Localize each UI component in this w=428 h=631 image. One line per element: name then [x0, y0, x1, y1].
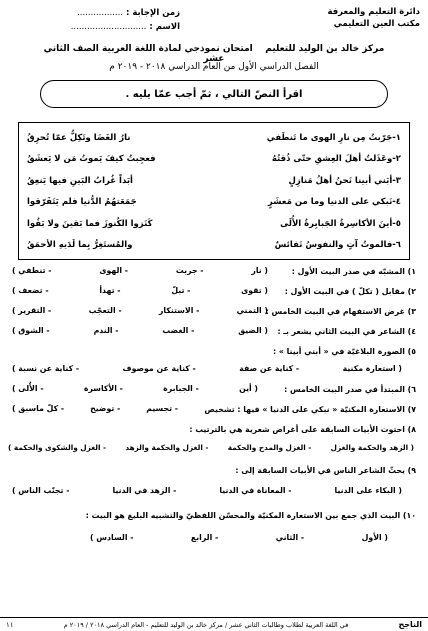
option[interactable]: - الزهد في الدنيا [112, 486, 177, 495]
option[interactable]: - الأُلى ) [12, 384, 44, 393]
poem-verse [27, 235, 401, 257]
option[interactable]: - تبلّ [171, 286, 191, 295]
option[interactable]: - تجسيم [146, 404, 178, 413]
option[interactable]: ( الزهد والحكمة والغزل [330, 443, 414, 452]
page-number: ١١ [6, 620, 14, 629]
question-8-options [8, 443, 414, 452]
question-4: ٤) الشاعر في البيت الثاني يشعر بـ : [277, 327, 416, 336]
exam-subject: امتحان نموذجي لمادة اللغة العربية الصف الثاني عشر [43, 44, 253, 64]
question-10: ١٠) البيت الذي جمع بين الاستعارة المكنيّة والمحسّن اللفظيّ والتشبيه البليغ هو البيت : [85, 511, 416, 520]
option[interactable]: ( التمني [236, 306, 268, 315]
option[interactable]: ( الأول [361, 533, 388, 542]
question-9: ٩) يحثّ الشاعر الناس في الأبيات السابقة إلى : [235, 466, 416, 475]
verse-second-half: فعجِبتُ كيفَ يَموتُ مَن لا يَعشَقُ [27, 154, 156, 165]
semester-line: الفصل الدراسي الأول من العام الدراسي ٢٠١٨ - ٢٠١٩ م [109, 62, 319, 72]
question-1-options [12, 266, 268, 275]
name-label: الاسم : [149, 22, 180, 32]
verse-second-half: أبَداً غُرابُ البَينِ فيها يَنعِقُ [27, 175, 133, 186]
question-7: ٧) الاستعارة المكنيّة « نبكي على الدنيا » فيها : تشخيص [204, 405, 416, 414]
answer-time-field[interactable]: ................. [77, 8, 123, 18]
option[interactable]: - الاستنكار [158, 306, 200, 315]
option[interactable]: ( البكاء على الدنيا [334, 486, 402, 495]
option[interactable]: - الغضب [162, 326, 195, 335]
option[interactable]: - الغزل والشكوى والحكمة ) [8, 443, 107, 452]
poem-verse [27, 127, 401, 149]
question-5: ٥) الصورة البلاغيّة في « أبني أبينا » : [273, 347, 416, 356]
question-4-options [12, 326, 268, 335]
center-name: مركز خالد بن الوليد للتعليم [265, 44, 385, 54]
option[interactable]: - الغزل والمدح والحكمة [227, 443, 312, 452]
verse-second-half: جَمَعَتهُمُ الدُّنيا فلم يَتَفَرّقوا [27, 197, 137, 208]
option[interactable]: ( استعارة مكنية [342, 364, 402, 373]
option[interactable]: - الأكاسرة [83, 384, 123, 393]
verse-first-half: ٣-أبَني أبينا نَحنُ أهلُ مَنازِلٍ [288, 175, 401, 186]
question-6: ٦) المبتدأ في صدر البيت الخامس : [284, 385, 416, 394]
option[interactable]: - الرابع [190, 533, 219, 542]
verse-second-half: كَنَزوا الكُنوزَ فما بَقينَ ولا بَقُوا [27, 218, 153, 229]
option[interactable]: - كناية عن موصوف [122, 364, 196, 373]
verse-first-half: ٤-نَبكي على الدنيا وما من مَعشَرٍ [267, 197, 401, 208]
option[interactable]: - جربت [175, 266, 204, 275]
question-3-options [12, 306, 268, 315]
option[interactable]: - كناية عن صفة [239, 364, 300, 373]
name-row [10, 20, 180, 34]
option[interactable]: - تهدأ [99, 286, 121, 295]
question-3: ٣) غرض الاستفهام في البيت الخامس : [265, 307, 416, 316]
option[interactable]: - تنطفي ) [12, 266, 52, 275]
option[interactable]: ( الضيق [238, 326, 268, 335]
option[interactable]: - تجنّب الناس ) [12, 486, 70, 495]
answer-time-label: زمن الإجابة : [125, 8, 180, 18]
option[interactable]: - الثاني [275, 533, 305, 542]
answer-time-row [10, 6, 180, 20]
instruction-box: اقرأ النصّ التالي ، ثمّ أجب عمّا يليه . [40, 80, 388, 108]
option[interactable]: - المعاناة في الدنيا [219, 486, 292, 495]
option[interactable]: - الغزل والحكمة والزهد [125, 443, 209, 452]
verse-first-half: ٢-وعَذَلتُ أهلَ العِشقِ حتّى ذُقتُهُ [271, 154, 401, 165]
poem-box [18, 122, 410, 260]
question-5-options [12, 364, 402, 373]
poem-verse [27, 149, 401, 171]
question-2: ٢) مقابل ( تكلّ ) في البيت الأول : [284, 287, 416, 296]
option[interactable]: - الجبابرة [163, 384, 199, 393]
question-10-options [90, 533, 388, 542]
question-2-options [12, 286, 268, 295]
verse-second-half: نارُ الغَضَا وتَكِلُّ عمّا تُحرِقُ [27, 132, 131, 143]
name-field[interactable]: ............................ [70, 22, 147, 32]
question-7-options [12, 404, 178, 413]
school-header [270, 6, 420, 30]
option[interactable]: ( نار [251, 266, 268, 275]
footer-brand: الناجح [398, 620, 422, 629]
option[interactable]: - الهوى [99, 266, 129, 275]
option[interactable]: - كلّ ماسبق ) [12, 404, 65, 413]
option[interactable]: ( تقوى [241, 286, 268, 295]
poem-verse [27, 192, 401, 214]
question-8: ٨) احتوت الأبيات السابقة على أغراض شعرية هي بالترتيب : [189, 425, 416, 434]
question-9-options [12, 486, 402, 495]
verse-first-half: ٦-فالموتُ آتٍ والنفوسُ نَفائسٌ [274, 240, 401, 251]
option[interactable]: ( أين [239, 384, 258, 393]
option[interactable]: - السادس ) [90, 533, 134, 542]
verse-first-half: ١-جَرّبتُ مِن نارِ الهوى ما تَنطَفي [266, 132, 401, 143]
poem-verse [27, 213, 401, 235]
option[interactable]: - الشوق ) [12, 326, 50, 335]
option[interactable]: - التقرير ) [12, 306, 52, 315]
option[interactable]: - كناية عن نسبة ) [12, 364, 80, 373]
option[interactable]: - الندم [93, 326, 119, 335]
verse-first-half: ٥-أينَ الأكاسِرةُ الجَبابِرةُ الأُلَى [280, 218, 401, 229]
exam-title [40, 44, 388, 64]
question-1: ١) المشبّه في صدر البيت الأول : [291, 267, 416, 276]
option[interactable]: - توضيح [90, 404, 121, 413]
option[interactable]: - التعجّب [88, 306, 122, 315]
authority-name: دائرة التعليم والمعرفة [327, 7, 420, 17]
poem-verse [27, 170, 401, 192]
footer-text: في اللغة العربية لطلاب وطالبات الثاني عشر / مركز خالد بن الوليد للتعليم - العام الدراسي ٢٠١٨ / ٢٠١٩ م [63, 620, 349, 629]
student-info [10, 6, 180, 34]
page-footer [0, 617, 428, 631]
question-6-options [12, 384, 258, 393]
option[interactable]: - تضعف ) [12, 286, 49, 295]
office-name: مكتب العين التعليمي [333, 19, 420, 29]
verse-second-half: والمُستَغِرُّ بِما لَدَيهِ الأحمَقُ [27, 240, 133, 251]
